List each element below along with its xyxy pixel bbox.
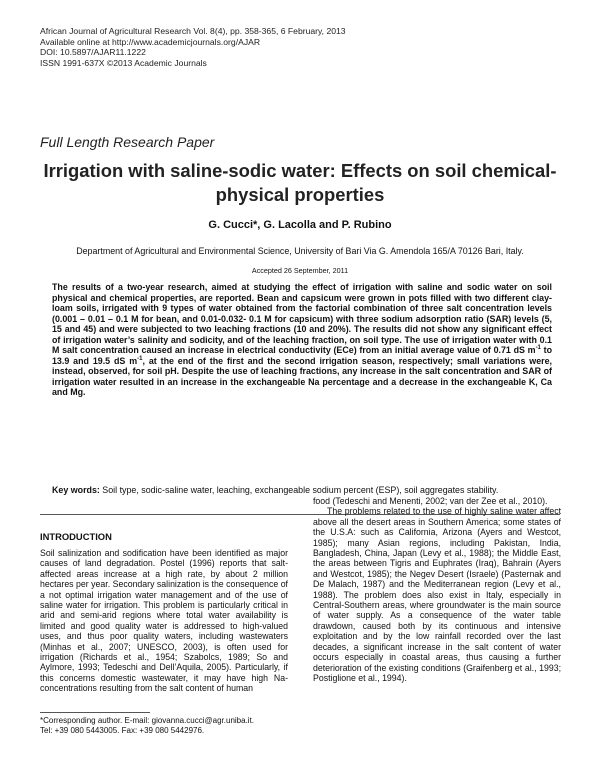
footnote-phone-line: Tel: +39 080 5443005. Fax: +39 080 5442976. — [40, 726, 205, 736]
abstract-sup-2: -1 — [137, 355, 143, 362]
keywords-label: Key words: — [52, 485, 100, 495]
paper-type-label: Full Length Research Paper — [40, 134, 215, 150]
body-column-right — [313, 496, 561, 683]
accepted-date: Accepted 26 September, 2011 — [251, 266, 349, 275]
availability-line: Available online at http://www.academicjournals.org/AJAR — [40, 36, 261, 47]
footnote-divider — [40, 712, 150, 713]
intro-paragraph-1-continued: food (Tedeschi and Menenti, 2002; van der Zee et al., 2010). — [313, 496, 548, 506]
introduction-heading: INTRODUCTION — [40, 531, 112, 542]
intro-paragraph-1: Soil salinization and sodification have been identified as major causes of land degradation. Postel (1996) reports that salt-affected areas increase at a high rate, by about 2 million hectares per year. Secondary salinization is the consequence of a not optimal irrigation water management and of the use of saline water for irrigation. This problem is particularly critical in arid and semi-arid regions where total water availability is limited and good quality water is addressed to high-valued uses, and thus poor quality waters, including wastewaters (Minhas et al., 2007; UNESCO, 2003), is often used for irrigation (Richards et al., 1954; Szabolcs, 1989; So and Aylmore, 1993; Tedeschi and Dell’Aquila, 2005). Particularly, if this concerns domestic wastewater, it may have high Na-concentrations resulting from the salt content of human — [40, 548, 288, 694]
abstract-text-2: to 13.9 and 19.5 dS m — [52, 345, 553, 366]
abstract-text-3: , at the end of the first and the second irrigation season, respectively; small variations were, instead, observed, for soil pH. Despite the use of leaching fractions, any increase in the salt concentration and SAR of irrigation water resulted in an increase in the exchangeable Na percentage and a decrease in the exchangeable K, Ca and Mg. — [52, 355, 552, 398]
corresponding-author-footnote — [40, 716, 300, 737]
abstract-sup-1: -1 — [535, 345, 541, 352]
doi-line: DOI: 10.5897/AJAR11.1222 — [40, 47, 146, 58]
journal-citation: African Journal of Agricultural Research Vol. 8(4), pp. 358-365, 6 February, 2013 — [40, 26, 346, 36]
footnote-email-line: *Corresponding author. E-mail: giovanna.cucci@agr.uniba.it. — [40, 716, 255, 725]
affiliation: Department of Agricultural and Environmental Science, University of Bari Via G. Amendola 165/A 70126 Bari, Italy. — [76, 246, 524, 256]
paper-title: Irrigation with saline-sodic water: Effects on soil chemical-physical properties — [43, 160, 557, 205]
abstract-text-1: The results of a two-year research, aimed at studying the effect of irrigation with saline and sodic water on soil physical and chemical properties, are reported. Bean and capsicum were grown in pots filled with two different clay-loam soils, irrigated with 9 types of water obtained from the factorial combination of three salt concentration levels (0.001 – 0.01 – 0.1 M for bean, and 0.01-0.032- 0.1 M for capsicum) with three sodium adsorption ratio (SAR) levels (5, 15 and 45) and were subjected to two leaching fractions (10 and 20%). The results did not show any significant effect of irrigation water’s salinity and sodicity, and of the leaching fraction, on soil type. The use of irrigation water with 0.1 M salt concentration caused an increase in electrical conductivity (ECe) from an initial average value of 0.71 dS m — [52, 282, 552, 356]
keywords — [52, 485, 552, 496]
author-list: G. Cucci*, G. Lacolla and P. Rubino — [208, 219, 392, 231]
issn-line: ISSN 1991-637X ©2013 Academic Journals — [40, 57, 207, 68]
body-column-left — [40, 548, 288, 694]
journal-header — [40, 26, 346, 68]
intro-paragraph-2: The problems related to the use of highly saline water affect above all the desert areas in Southern America; some states of the U.S.A: such as California, Arizona (Ayers and Westcot, 1985); many Asian regions, including Pakistan, India, Bangladesh, China, Japan (Levy et al., 1988); the Middle East, the areas between Tigris and Euphrates (Iraq), Bahrain (Ayers and Westcot, 1985); the Negev Desert (Israele) (Pasternak and De Malach, 1987) and the Mediterranean region (Levy et al., 1988). The problem does also exist in Italy, especially in Central-Southern areas, where groundwater is the main source of water supply. As a consequence of the water table drawdown, caused both by its continuous and intensive exploitation and by the low rainfall recorded over the last decades, a significant increase in the salt content of water occurs especially in coastal areas, thus causing a further deterioration of the existing conditions (Graifenberg et al., 1993; Postiglione et al., 1994). — [313, 506, 561, 683]
keywords-text: Soil type, sodic-saline water, leaching, exchangeable sodium percent (ESP), soil aggregates stability. — [99, 485, 499, 495]
abstract — [52, 282, 552, 398]
